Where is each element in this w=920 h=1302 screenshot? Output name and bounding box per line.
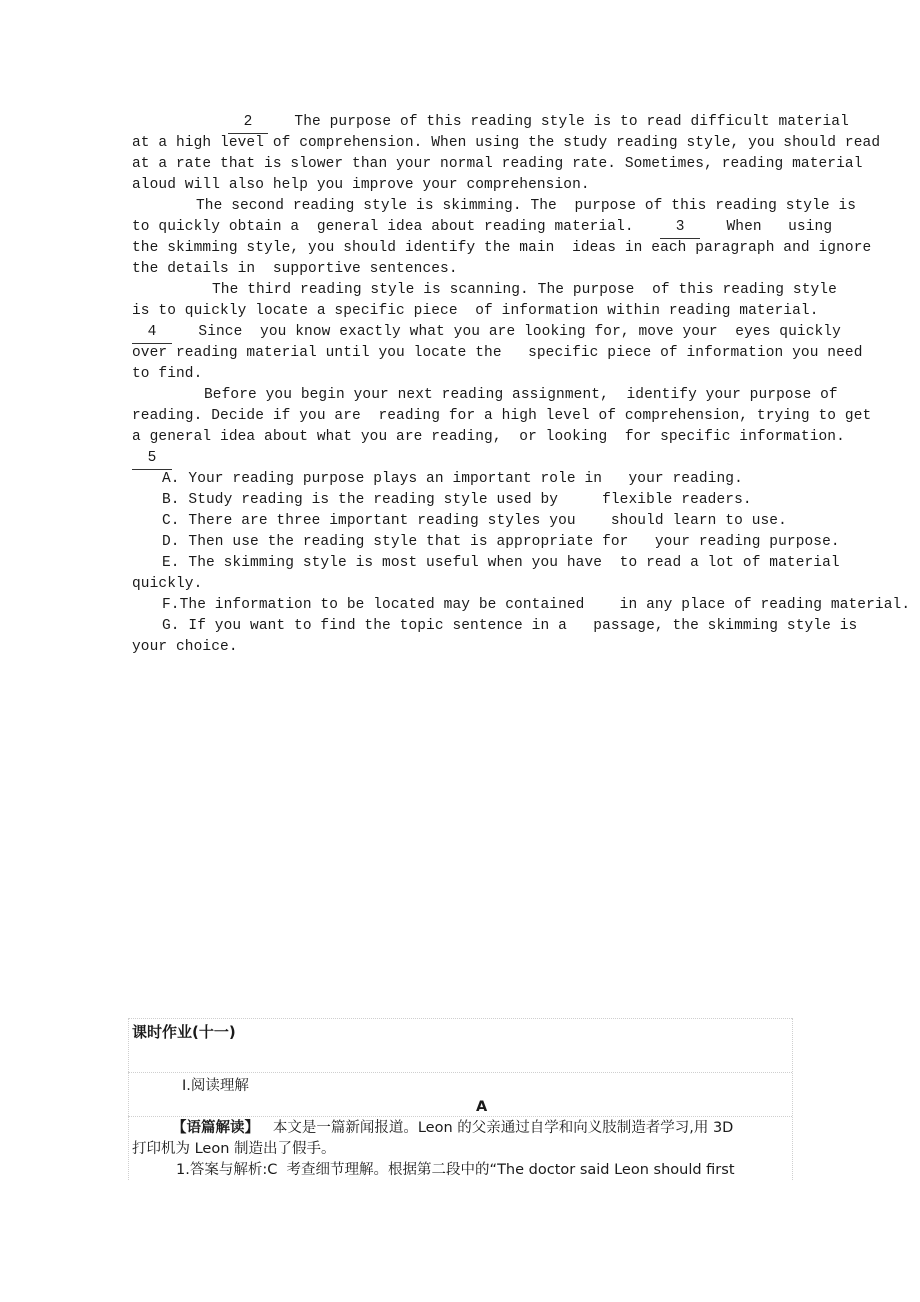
text-line: to find.: [132, 366, 203, 382]
option-f: F.The information to be located may be contained in any place of reading material.: [162, 597, 911, 613]
divider: [128, 1072, 792, 1073]
text-line: is to quickly locate a specific piece of information within reading material.: [132, 303, 819, 319]
text-line: at a rate that is slower than your normal reading rate. Sometimes, reading material: [132, 156, 863, 172]
summary-line: 打印机为 Leon 制造出了假手。: [132, 1141, 336, 1157]
answer-line: 1.答案与解析:C 考查细节理解。根据第二段中的“The doctor said Leon should first: [176, 1162, 735, 1178]
summary-label: 【语篇解读】: [172, 1120, 259, 1136]
text-line: The third reading style is scanning. The purpose of this reading style: [212, 282, 837, 298]
text-line: the details in supportive sentences.: [132, 261, 458, 277]
text-line: over reading material until you locate the specific piece of information you need: [132, 345, 863, 361]
text-line: [228, 112, 888, 134]
option-b: B. Study reading is the reading style used by flexible readers.: [162, 492, 752, 508]
text-span: When using: [726, 219, 833, 235]
text-span: The purpose of this reading style is to read difficult material: [294, 114, 849, 130]
text-line: The second reading style is skimming. The purpose of this reading style is: [196, 198, 857, 214]
option-g: G. If you want to find the topic sentence in a passage, the skimming style is: [162, 618, 858, 634]
option-d: D. Then use the reading style that is appropriate for your reading purpose.: [162, 534, 840, 550]
divider: [128, 1018, 129, 1180]
option-g-continued: your choice.: [132, 639, 238, 655]
section-heading: Ⅰ.阅读理解: [182, 1078, 249, 1094]
text-line: a general idea about what you are reading, or looking for specific information.: [132, 429, 845, 445]
summary-line: [132, 1118, 733, 1139]
part-label: A: [476, 1099, 488, 1115]
option-c: C. There are three important reading styles you should learn to use.: [162, 513, 787, 529]
option-e-continued: quickly.: [132, 576, 203, 592]
divider: [128, 1116, 792, 1117]
text-line: at a high level of comprehension. When using the study reading style, you should read: [132, 135, 881, 151]
option-e: E. The skimming style is most useful when you have to read a lot of material: [162, 555, 840, 571]
homework-title: 课时作业(十一): [132, 1023, 236, 1041]
text-line: [132, 322, 841, 344]
answer-blank: 4: [132, 322, 172, 344]
summary-text: 本文是一篇新闻报道。Leon 的父亲通过自学和向义肢制造者学习,用 3D: [272, 1120, 734, 1136]
text-line: reading. Decide if you are reading for a high level of comprehension, trying to get: [132, 408, 872, 424]
text-span: to quickly obtain a general idea about reading material.: [132, 219, 634, 235]
text-line: aloud will also help you improve your comprehension.: [132, 177, 590, 193]
option-a: A. Your reading purpose plays an important role in your reading.: [162, 471, 743, 487]
divider: [128, 1018, 792, 1019]
text-line: [132, 448, 792, 470]
answer-blank: 5: [132, 448, 172, 470]
text-line: Before you begin your next reading assignment, identify your purpose of: [204, 387, 838, 403]
text-line: the skimming style, you should identify the main ideas in each paragraph and ignore: [132, 240, 872, 256]
answer-blank: 3: [660, 217, 700, 239]
answer-blank: 2: [228, 112, 268, 134]
divider: [792, 1018, 793, 1180]
text-line: [132, 217, 833, 239]
text-span: Since you know exactly what you are looking for, move your eyes quickly: [198, 324, 841, 340]
